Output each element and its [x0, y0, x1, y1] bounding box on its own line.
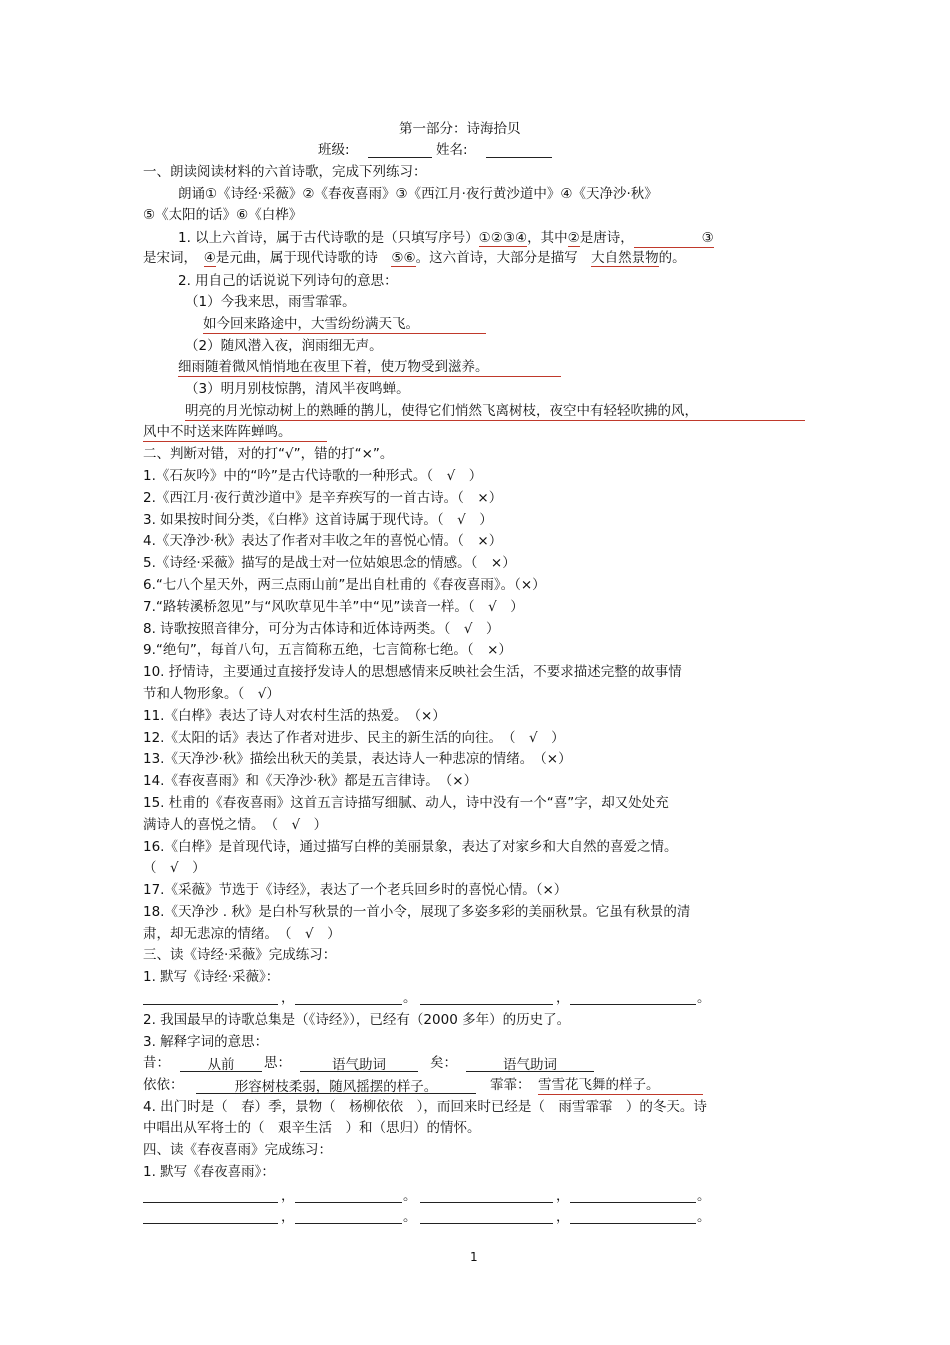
caiwei-blank-3[interactable]	[420, 1004, 553, 1005]
q2-2-verse: （2）随风潜入夜，润雨细无声。	[185, 338, 383, 354]
comma-3: ，	[281, 1188, 295, 1204]
q1-answer-yuan: ④	[203, 250, 216, 266]
judgement-item: 节和人物形象。（ √）	[143, 686, 280, 702]
page-number: 1	[470, 1250, 478, 1264]
period-6: 。	[697, 1209, 711, 1225]
judgement-item: 1.《石灰吟》中的“吟”是古代诗歌的一种形式。（ √ ）	[143, 468, 483, 484]
judgement-item: （ √ ）	[143, 860, 206, 877]
judgement-item: 4.《天净沙·秋》表达了作者对丰收之年的喜悦心情。（ ×）	[143, 533, 503, 550]
period-3: 。	[403, 1188, 417, 1204]
q2-2-answer-line	[178, 358, 561, 376]
q1-line2	[143, 249, 686, 267]
q1-text-e: 是元曲，属于现代诗歌的诗	[215, 250, 378, 266]
section4-heading: 四、读《春夜喜雨》完成练习：	[143, 1142, 332, 1158]
q2-2-answer: 细雨随着微风悄悄地在夜里下着，使万物受到滋养。	[178, 358, 561, 377]
judgement-item: 16.《白桦》是首现代诗，通过描写白桦的美丽景象，表达了对家乡和大自然的喜爱之情。	[143, 838, 678, 855]
word-feifei: 霏霏：	[490, 1077, 531, 1093]
word-feifei-answer-line	[538, 1076, 703, 1094]
poem-list-line1: 朗诵①《诗经·采薇》②《春夜喜雨》③《西江月·夜行黄沙道中》④《天净沙·秋》	[178, 186, 658, 202]
poem-list-line2: ⑤《太阳的话》⑥《白桦》	[143, 207, 303, 223]
judgement-item: 满诗人的喜悦之情。 （ √ ）	[143, 816, 328, 833]
section2-heading: 二、判断对错，对的打“√”，错的打“×”。	[143, 446, 394, 462]
chunye-blank-5[interactable]	[143, 1223, 278, 1224]
page-title: 第一部分：诗海拾贝	[399, 121, 521, 137]
judgement-item: 2.《西江月·夜行黄沙道中》是辛弃疾写的一首古诗。（ ×）	[143, 489, 503, 506]
judgement-item: 6.“七八个星天外，两三点雨山前”是出自杜甫的《春夜喜雨》。（×）	[143, 577, 546, 593]
judgement-item: 7.“路转溪桥忽见”与“风吹草见牛羊”中“见”读音一样。（ √ ）	[143, 598, 524, 615]
judgement-item: 10. 抒情诗，主要通过直接抒发诗人的思想感情来反映社会生活，不要求描述完整的故事情	[143, 664, 682, 681]
section3-heading: 三、读《诗经·采薇》完成练习：	[143, 947, 337, 963]
section1-heading: 一、朗读阅读材料的六首诗歌，完成下列练习：	[143, 164, 427, 180]
q2-3-answer-b: 风中不时送来阵阵蝉鸣。	[143, 423, 327, 442]
q1-answer-tang: ②	[567, 230, 580, 246]
word-xi: 昔：	[143, 1055, 170, 1071]
class-blank[interactable]	[368, 157, 432, 158]
comma-1: ，	[281, 990, 295, 1006]
q2-1-answer-line	[203, 315, 486, 333]
judgement-item: 13.《天净沙·秋》描绘出秋天的美景，表达诗人一种悲凉的情绪。 （×）	[143, 751, 572, 768]
word-yiyi: 依依：	[143, 1077, 184, 1093]
s3-q4-line2: 中唱出从军将士的（ 艰辛生活 ）和（思归）的情怀。	[143, 1120, 481, 1136]
chunye-blank-4[interactable]	[570, 1202, 696, 1203]
q1-line1	[178, 229, 714, 247]
q2-heading: 2. 用自己的话说说下列诗句的意思：	[178, 273, 398, 289]
word-yi: 矣：	[430, 1055, 457, 1071]
q1-text-f: 。这六首诗，大部分是描写	[415, 250, 578, 266]
word-yi-answer-line	[466, 1054, 594, 1072]
word-si-answer-line	[300, 1054, 418, 1072]
s3-q3: 3. 解释字词的意思：	[143, 1034, 269, 1050]
q1-answer-nature: 大自然景物	[591, 250, 659, 266]
word-xi-answer: 从前	[180, 1056, 262, 1072]
q2-3-answer-line1	[185, 402, 805, 420]
comma-5: ，	[281, 1209, 295, 1225]
name-label: 姓名:	[436, 142, 468, 158]
word-feifei-answer: 雪雪花飞舞的样子。	[538, 1076, 703, 1095]
q1-text-a: 1. 以上六首诗，属于古代诗歌的是（只填写序号）	[178, 230, 479, 246]
word-si: 思：	[264, 1055, 291, 1071]
q1-text-c: 是唐诗，	[579, 230, 634, 246]
period-2: 。	[697, 990, 711, 1006]
judgement-item: 12.《太阳的话》表达了作者对进步、民主的新生活的向往。 （ √ ）	[143, 729, 565, 746]
chunye-blank-1[interactable]	[143, 1202, 278, 1203]
period-4: 。	[697, 1188, 711, 1204]
chunye-blank-7[interactable]	[420, 1223, 553, 1224]
comma-2: ，	[556, 990, 570, 1006]
q1-text-d: 是宋词，	[143, 250, 191, 266]
word-yiyi-answer: 形容树枝柔弱，随风摇摆的样子。	[196, 1078, 476, 1094]
s3-q4-line1: 4. 出门时是（ 春）季，景物（ 杨柳依依 ），而回来时已经是（ 雨雪霏霏 ）的冬天。诗	[143, 1099, 707, 1115]
q2-3-answer-a: 明亮的月光惊动树上的熟睡的鹊儿，使得它们悄然飞离树枝，夜空中有轻轻吹拂的风，	[185, 402, 805, 421]
comma-4: ，	[556, 1188, 570, 1204]
judgement-item: 18.《天净沙 . 秋》是白朴写秋景的一首小令，展现了多姿多彩的美丽秋景。它虽有秋景的清	[143, 904, 691, 920]
judgement-item: 5.《诗经·采薇》描写的是战士对一位姑娘思念的情感。（ ×）	[143, 555, 516, 572]
q2-3-answer-line2	[143, 423, 327, 441]
word-yi-answer: 语气助词	[466, 1056, 594, 1072]
q1-text-b: ，其中	[527, 230, 568, 246]
judgement-item: 17.《采薇》节选于《诗经》，表达了一个老兵回乡时的喜悦心情。（×）	[143, 882, 568, 899]
q1-answer-ancient: ①②③④	[478, 230, 528, 246]
judgement-item: 8. 诗歌按照音律分，可分为古体诗和近体诗两类。（ √ ）	[143, 620, 500, 637]
chunye-blank-8[interactable]	[570, 1223, 696, 1224]
q1-answer-song: ③	[634, 229, 714, 248]
judgement-item: 9.“绝句”，每首八句，五言简称五绝，七言简称七绝。（ ×）	[143, 642, 512, 659]
caiwei-blank-2[interactable]	[295, 1004, 402, 1005]
word-xi-answer-line	[180, 1054, 262, 1072]
judgement-item: 3. 如果按时间分类，《白桦》这首诗属于现代诗。（ √ ）	[143, 511, 493, 528]
q1-text-g: 的。	[658, 250, 686, 266]
q2-3-verse: （3）明月别枝惊鹊，清风半夜鸣蝉。	[185, 381, 410, 397]
q1-answer-modern: ⑤⑥	[391, 250, 416, 266]
chunye-blank-2[interactable]	[295, 1202, 402, 1203]
judgement-item: 14.《春夜喜雨》和《天净沙·秋》都是五言律诗。 （×）	[143, 773, 478, 790]
s3-q1: 1. 默写《诗经·采薇》：	[143, 969, 280, 985]
judgement-item: 肃，却无悲凉的情绪。 （ √ ）	[143, 925, 341, 942]
q2-1-verse: （1）今我来思，雨雪霏霏。	[185, 294, 356, 310]
q2-1-answer: 如今回来路途中，大雪纷纷满天飞。	[203, 315, 486, 334]
s3-q2: 2. 我国最早的诗歌总集是（《诗经》），已经有（2000 多年）的历史了。	[143, 1012, 571, 1028]
caiwei-blank-4[interactable]	[570, 1004, 696, 1005]
word-si-answer: 语气助词	[300, 1056, 418, 1072]
class-label: 班级:	[318, 142, 350, 158]
name-blank[interactable]	[486, 157, 552, 158]
judgement-item: 11.《白桦》表达了诗人对农村生活的热爱。 （×）	[143, 707, 446, 724]
chunye-blank-6[interactable]	[295, 1223, 402, 1224]
judgement-item: 15. 杜甫的《春夜喜雨》这首五言诗描写细腻、动人，诗中没有一个“喜”字，却又处处充	[143, 795, 669, 811]
word-yiyi-answer-line	[196, 1076, 476, 1094]
period-5: 。	[403, 1209, 417, 1225]
comma-6: ，	[556, 1209, 570, 1225]
chunye-blank-3[interactable]	[420, 1202, 553, 1203]
period-1: 。	[403, 990, 417, 1006]
caiwei-blank-1[interactable]	[143, 1004, 278, 1005]
s4-q1: 1. 默写《春夜喜雨》：	[143, 1164, 275, 1180]
